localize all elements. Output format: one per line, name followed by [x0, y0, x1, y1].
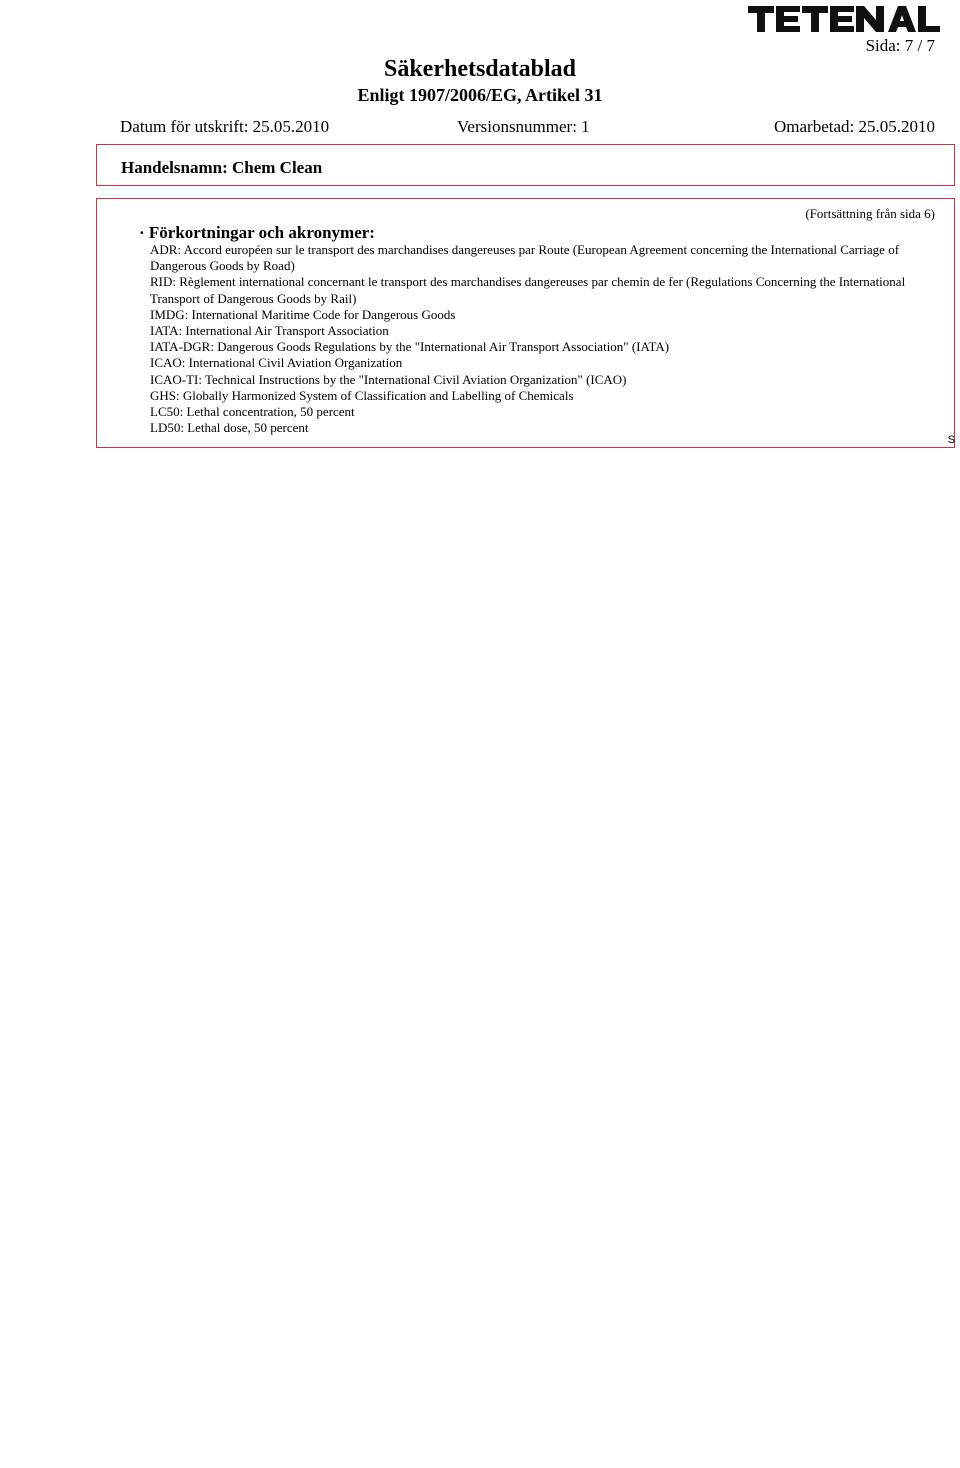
revised-date: Omarbetad: 25.05.2010	[774, 117, 935, 136]
page-number: Sida: 7 / 7	[865, 36, 935, 55]
abbreviation-item: IATA-DGR: Dangerous Goods Regulations by the "International Air Transport Association" (IATA)	[150, 339, 670, 355]
version-number: Versionsnummer: 1	[457, 117, 590, 136]
document-title: Säkerhetsdatablad	[383, 56, 577, 82]
abbreviation-item: GHS: Globally Harmonized System of Classification and Labelling of Chemicals	[150, 387, 574, 403]
section-heading-abbreviations: · Förkortningar och akronymer:	[139, 223, 375, 242]
print-date: Datum för utskrift: 25.05.2010	[120, 117, 330, 136]
continuation-note: (Fortsättning från sida 6)	[805, 206, 935, 221]
trade-name-box	[96, 144, 955, 186]
document-subtitle: Enligt 1907/2006/EG, Artikel 31	[357, 85, 603, 105]
abbreviation-item: RID: Règlement international concernant le transport des marchandises dangereuses par chemin de fer (Regulations Concerning the International Transport of Dangerous Goods by Rail)	[150, 274, 906, 306]
abbreviation-item: IATA: International Air Transport Association	[150, 323, 389, 339]
abbreviation-item: ICAO: International Civil Aviation Organization	[150, 355, 403, 371]
tetenal-logo	[748, 4, 940, 34]
abbreviation-item: ADR: Accord européen sur le transport des marchandises dangereuses par Route (European Agreement concerning the International Carriage of Dangerous Goods by Road)	[150, 242, 900, 274]
abbreviation-item: IMDG: International Maritime Code for Dangerous Goods	[150, 306, 456, 322]
content-box-bottom-divider	[96, 447, 955, 448]
section-end-marker: S	[947, 434, 955, 446]
abbreviation-list	[150, 242, 940, 436]
abbreviation-item: LC50: Lethal concentration, 50 percent	[150, 404, 355, 420]
abbreviation-item: LD50: Lethal dose, 50 percent	[150, 420, 309, 436]
abbreviation-item: ICAO-TI: Technical Instructions by the "International Civil Aviation Organization" (ICAO)	[150, 371, 627, 387]
trade-name: Handelsnamn: Chem Clean	[121, 158, 323, 177]
